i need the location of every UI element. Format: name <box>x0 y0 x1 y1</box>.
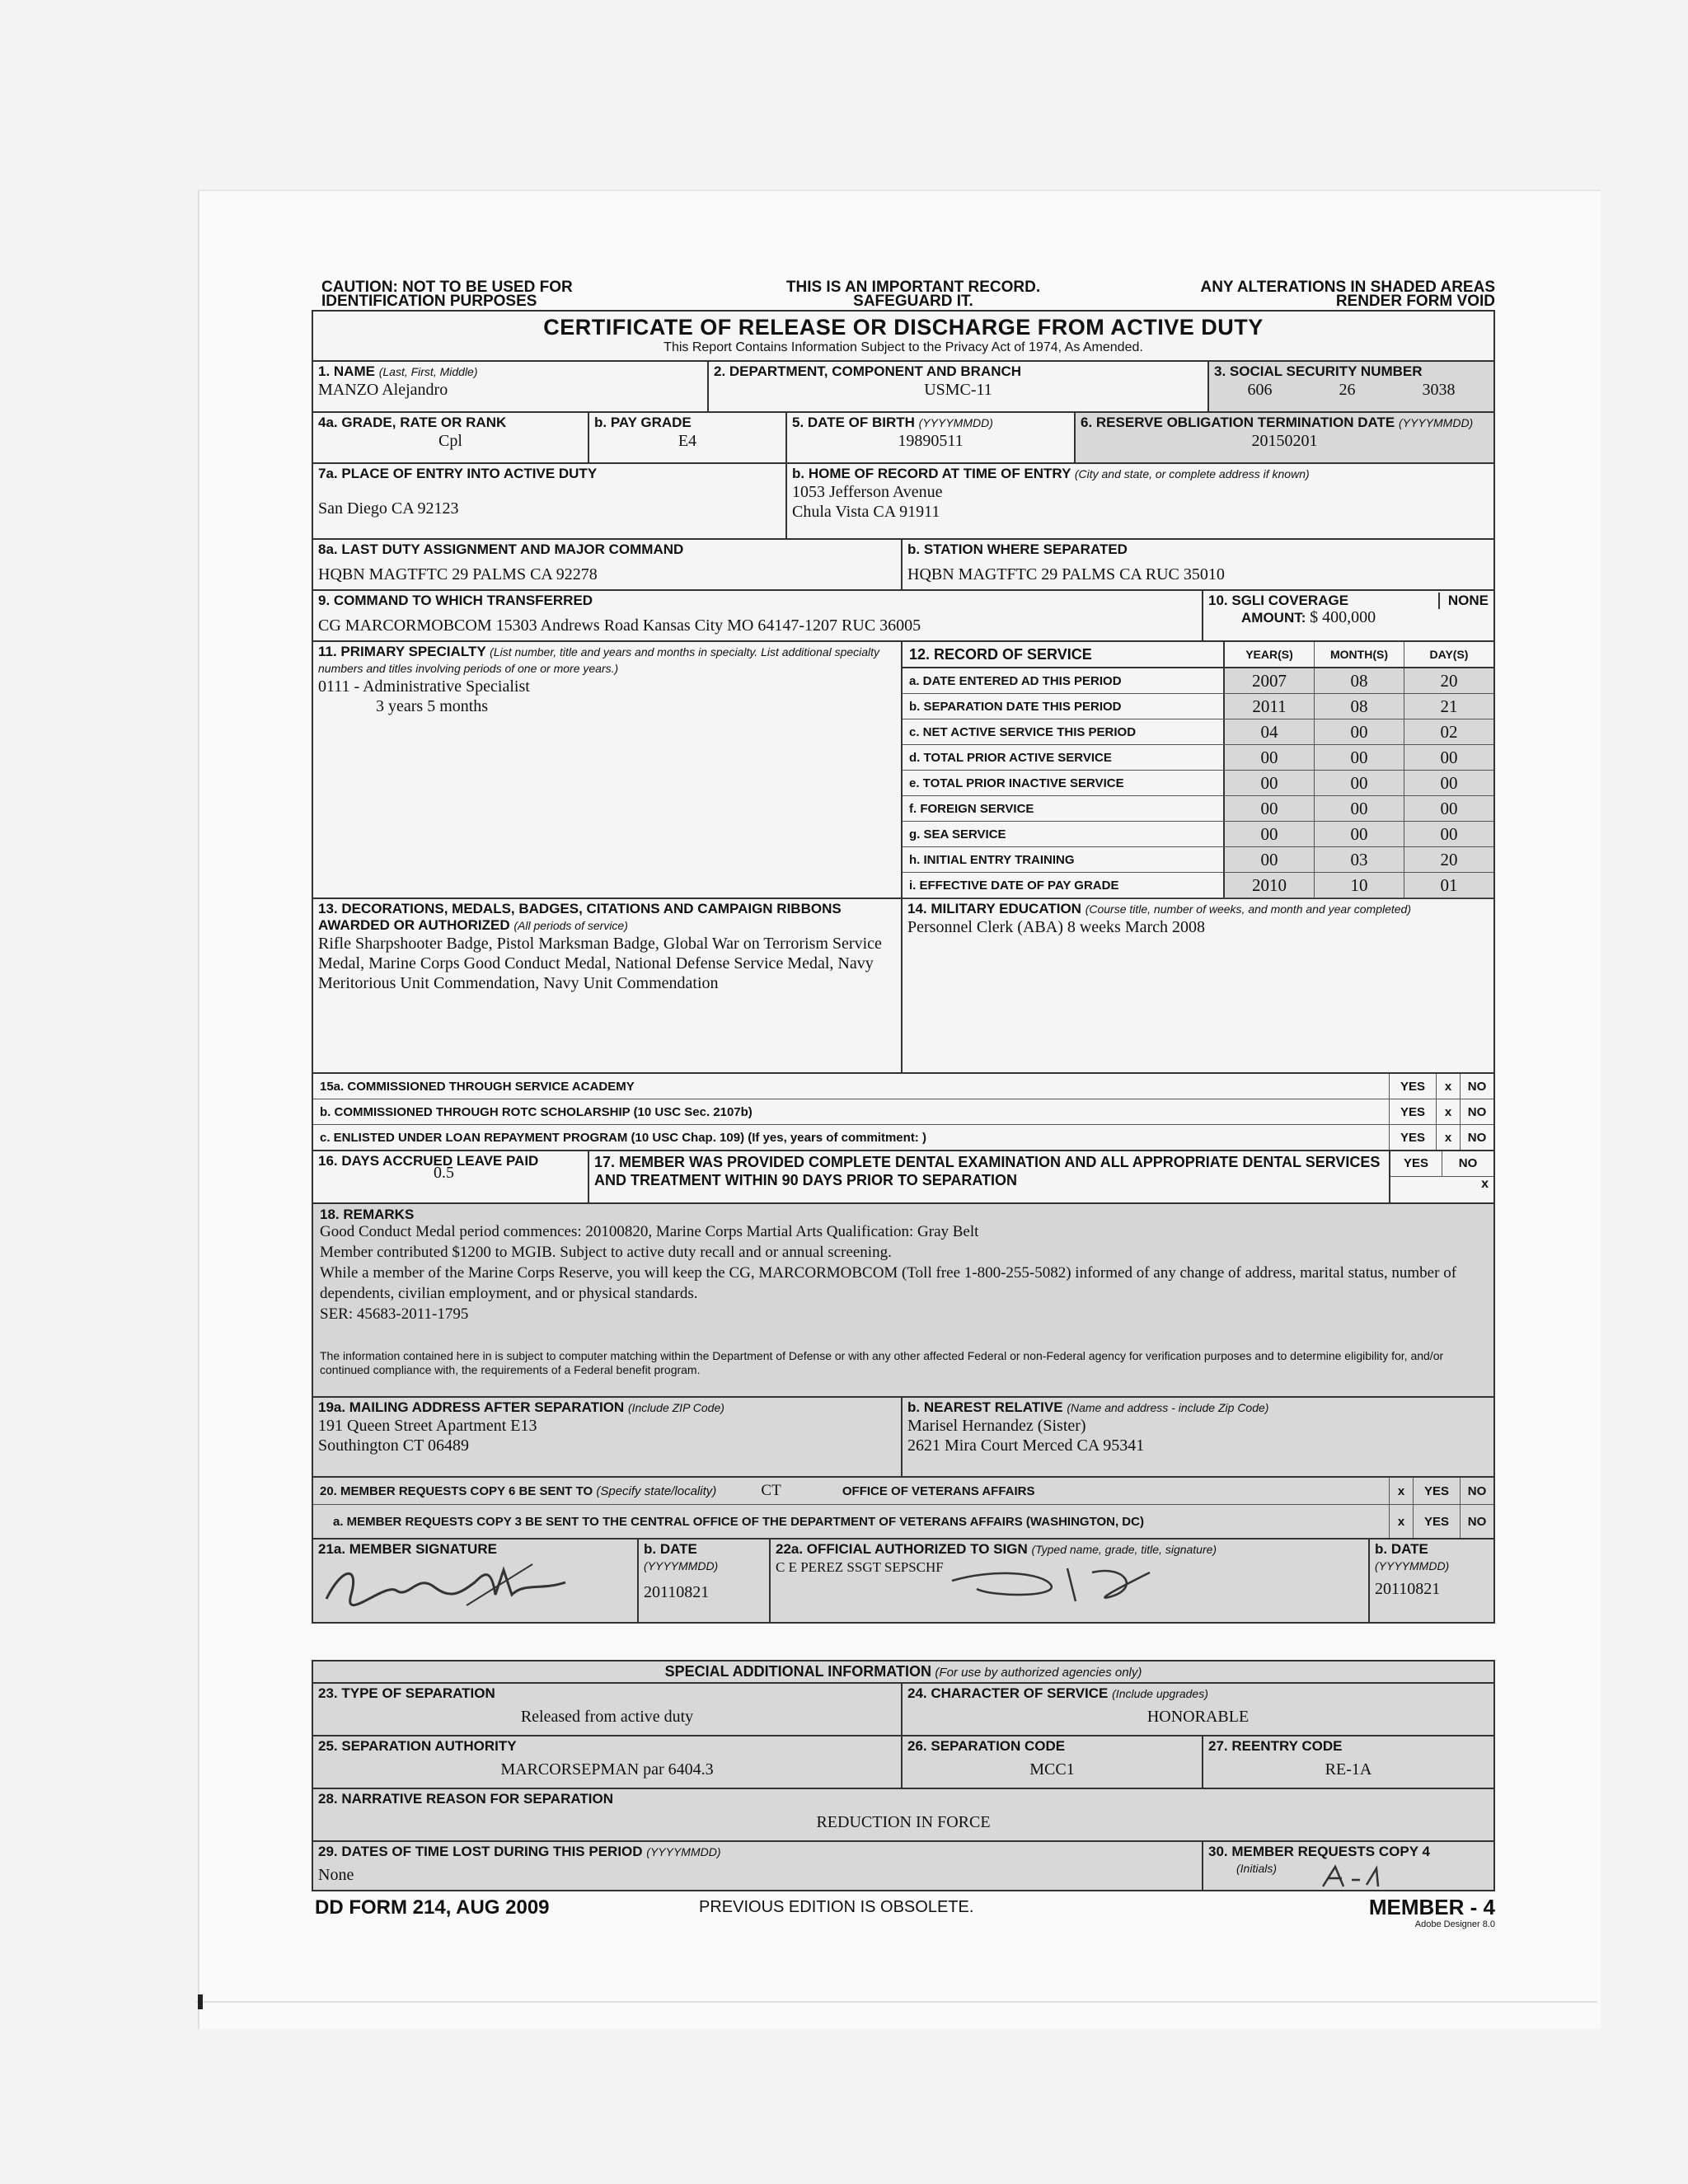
record-of-service-row <box>903 694 1493 719</box>
service-days: 20 <box>1404 847 1493 872</box>
important-record-text: THIS IS AN IMPORTANT RECORD. SAFEGUARD IT. <box>785 279 1041 310</box>
field-official-signature: 22a. OFFICIAL AUTHORIZED TO SIGN (Typed name, grade, title, signature) C E PEREZ SSGT SEPSCHF <box>771 1540 1370 1622</box>
record-of-service-row <box>903 796 1493 822</box>
field-last-duty-assignment: 8a. LAST DUTY ASSIGNMENT AND MAJOR COMMAND HQBN MAGTFTC 29 PALMS CA 92278 <box>313 540 903 589</box>
field-type-of-separation: 23. TYPE OF SEPARATION Released from active duty <box>313 1684 903 1735</box>
service-months: 00 <box>1315 719 1404 744</box>
field-station-separated: b. STATION WHERE SEPARATED HQBN MAGTFTC 29 PALMS CA RUC 35010 <box>907 541 1225 583</box>
service-days: 20 <box>1404 668 1493 693</box>
field-name: 1. NAME (Last, First, Middle) MANZO Alejandro <box>313 362 709 411</box>
field-official-sign-date: b. DATE (YYYYMMDD) 20110821 <box>1375 1541 1450 1598</box>
service-months: 08 <box>1315 694 1404 719</box>
field-reentry-code: 27. REENTRY CODE RE-1A <box>1208 1738 1372 1779</box>
field-home-of-record: b. HOME OF RECORD AT TIME OF ENTRY (City and state, or complete address if known) 1053 Jefferson Avenue Chula Vista CA 91911 <box>792 466 1310 521</box>
row-transfer <box>313 591 1493 642</box>
field-separation-authority: 25. SEPARATION AUTHORITY MARCORSEPMAN par 6404.3 <box>313 1736 903 1788</box>
service-years: 00 <box>1225 745 1315 770</box>
enlisted-loan-repayment: c. ENLISTED UNDER LOAN REPAYMENT PROGRAM (10 USC Chap. 109) (If yes, years of commitment: ) YES x NO <box>313 1125 1493 1150</box>
field-separation-code: 26. SEPARATION CODE MCC1 <box>903 1736 1203 1788</box>
field-sgli-coverage: 10. SGLI COVERAGE NONE AMOUNT: $ 400,000 <box>1208 593 1489 626</box>
field-member-signature: 21a. MEMBER SIGNATURE <box>313 1540 639 1622</box>
row-service-record <box>313 642 1493 899</box>
field-reserve-obligation: 6. RESERVE OBLIGATION TERMINATION DATE (YYYYMMDD) 20150201 <box>1076 413 1493 462</box>
service-days: 02 <box>1404 719 1493 744</box>
remarks-line: Member contributed $1200 to MGIB. Subject to active duty recall and or annual screening. <box>320 1244 892 1261</box>
designer-note: Adobe Designer 8.0 <box>1414 1919 1495 1929</box>
field-date-of-birth: 5. DATE OF BIRTH (YYYYMMDD) 19890511 <box>787 413 1076 462</box>
row-leave-dental <box>313 1151 1493 1204</box>
service-years: 00 <box>1225 847 1315 872</box>
service-years: 04 <box>1225 719 1315 744</box>
copy-designation: MEMBER - 4 <box>1368 1895 1495 1919</box>
service-row-label: b. SEPARATION DATE THIS PERIOD <box>903 694 1225 719</box>
dental-no-mark: x <box>1481 1177 1489 1191</box>
form-number: DD FORM 214, AUG 2009 <box>315 1896 550 1919</box>
ssn-part-1: 606 <box>1247 381 1273 399</box>
copy3-request: a. MEMBER REQUESTS COPY 3 BE SENT TO THE CENTRAL OFFICE OF THE DEPARTMENT OF VETERANS AFFAIRS (WASHINGTON, DC) x YES NO <box>313 1505 1493 1540</box>
form-header <box>312 280 1495 310</box>
record-of-service-row <box>903 847 1493 873</box>
official-signature <box>944 1564 1158 1605</box>
field-military-education: 14. MILITARY EDUCATION (Course title, number of weeks, and month and year completed) Personnel Clerk (ABA) 8 weeks March 2008 <box>907 901 1411 936</box>
commission-service-academy: 15a. COMMISSIONED THROUGH SERVICE ACADEMY YES x NO <box>313 1074 1493 1099</box>
record-of-service-table <box>903 642 1493 898</box>
service-years: 2007 <box>1225 668 1315 693</box>
service-days: 00 <box>1404 771 1493 795</box>
caution-text: CAUTION: NOT TO BE USED FOR IDENTIFICATION PURPOSES <box>321 279 573 310</box>
row-separation-type <box>313 1684 1493 1736</box>
record-of-service-row <box>903 822 1493 847</box>
service-row-label: i. EFFECTIVE DATE OF PAY GRADE <box>903 873 1225 898</box>
service-days: 00 <box>1404 745 1493 770</box>
service-months: 10 <box>1315 873 1404 898</box>
obsolete-notice: PREVIOUS EDITION IS OBSOLETE. <box>699 1898 974 1916</box>
field-dental-exam: 17. MEMBER WAS PROVIDED COMPLETE DENTAL EXAMINATION AND ALL APPROPRIATE DENTAL SERVICES AND TREATMENT WITHIN 90 DAYS PRIOR TO SEPARATION <box>589 1151 1390 1202</box>
field-command-transferred: 9. COMMAND TO WHICH TRANSFERRED CG MARCORMOBCOM 15303 Andrews Road Kansas City MO 64147-1207 RUC 36005 <box>313 591 1203 640</box>
service-days: 21 <box>1404 694 1493 719</box>
form-title-block <box>313 312 1493 362</box>
field-department: 2. DEPARTMENT, COMPONENT AND BRANCH USMC-11 <box>709 362 1209 411</box>
service-months: 08 <box>1315 668 1404 693</box>
alterations-text: ANY ALTERATIONS IN SHADED AREAS RENDER FORM VOID <box>1200 279 1495 310</box>
form-frame <box>312 310 1495 1624</box>
row-entry <box>313 464 1493 540</box>
record-of-service-row <box>903 873 1493 898</box>
ssn-part-3: 3038 <box>1422 381 1456 399</box>
record-of-service-header: 12. RECORD OF SERVICE YEAR(S) MONTH(S) DAY(S) <box>903 642 1493 668</box>
service-months: 00 <box>1315 796 1404 821</box>
service-row-label: h. INITIAL ENTRY TRAINING <box>903 847 1225 872</box>
field-place-of-entry: 7a. PLACE OF ENTRY INTO ACTIVE DUTY San Diego CA 92123 <box>313 464 787 538</box>
page-mark <box>198 1994 203 2009</box>
row-separation-authority <box>313 1736 1493 1789</box>
field-nearest-relative: b. NEAREST RELATIVE (Name and address - include Zip Code) Marisel Hernandez (Sister) 2621 Mira Court Merced CA 95341 <box>907 1399 1269 1455</box>
commission-block <box>313 1074 1493 1151</box>
field-decorations: 13. DECORATIONS, MEDALS, BADGES, CITATIONS AND CAMPAIGN RIBBONS AWARDED OR AUTHORIZED (All periods of service) Rifle Sharpshooter Badge, Pistol Marksman Badge, Global War on Terrorism Service Medal, Marine Corps Good Conduct Medal, National Defense Service Medal, Navy Meritorious Unit Commendation, Navy Unit Commendation <box>313 899 903 1072</box>
service-row-label: f. FOREIGN SERVICE <box>903 796 1225 821</box>
special-info-header: SPECIAL ADDITIONAL INFORMATION (For use by authorized agencies only) <box>313 1661 1493 1684</box>
initials-signature <box>1319 1863 1393 1890</box>
service-days: 01 <box>1404 873 1493 898</box>
form-title: CERTIFICATE OF RELEASE OR DISCHARGE FROM ACTIVE DUTY <box>543 315 1264 340</box>
row-narrative <box>313 1789 1493 1842</box>
service-years: 2010 <box>1225 873 1315 898</box>
field-mailing-address: 19a. MAILING ADDRESS AFTER SEPARATION (Include ZIP Code) 191 Queen Street Apartment E13 Southington CT 06489 <box>313 1398 903 1476</box>
field-accrued-leave: 16. DAYS ACCRUED LEAVE PAID 0.5 <box>313 1151 589 1202</box>
service-years: 00 <box>1225 771 1315 795</box>
field-character-of-service: 24. CHARACTER OF SERVICE (Include upgrades) HONORABLE <box>907 1685 1250 1726</box>
page-edge <box>196 2001 1597 2003</box>
service-days: 00 <box>1404 822 1493 846</box>
row-name <box>313 362 1493 413</box>
form-footer <box>312 1891 1495 1941</box>
field-ssn: 3. SOCIAL SECURITY NUMBER 606 26 3038 <box>1209 362 1493 411</box>
service-row-label: e. TOTAL PRIOR INACTIVE SERVICE <box>903 771 1225 795</box>
row-duty <box>313 540 1493 591</box>
row-time-lost <box>313 1842 1493 1890</box>
field-copy4-request: 30. MEMBER REQUESTS COPY 4 (Initials) <box>1203 1842 1493 1890</box>
service-years: 00 <box>1225 822 1315 846</box>
field-grade: 4a. GRADE, RATE OR RANK Cpl <box>313 413 589 462</box>
privacy-notice: The information contained here in is subject to computer matching within the Department of Defense or with any other affected Federal or non-Federal agency for verification purposes and to determine eligibility for, and/or continued compliance with, the requirements of a Federal benefit program. <box>320 1349 1444 1376</box>
field-member-sign-date: b. DATE (YYYYMMDD) 20110821 <box>639 1540 771 1622</box>
remarks-line: SER: 45683-2011-1795 <box>320 1305 469 1323</box>
record-of-service-row <box>903 771 1493 796</box>
service-days: 00 <box>1404 796 1493 821</box>
service-months: 03 <box>1315 847 1404 872</box>
service-row-label: a. DATE ENTERED AD THIS PERIOD <box>903 668 1225 693</box>
dental-yes-no: YES NO x <box>1390 1151 1493 1202</box>
ssn-part-2: 26 <box>1339 381 1356 399</box>
form-subtitle: This Report Contains Information Subject to the Privacy Act of 1974, As Amended. <box>663 340 1143 354</box>
service-months: 00 <box>1315 745 1404 770</box>
copy6-request: 20. MEMBER REQUESTS COPY 6 BE SENT TO (Specify state/locality) CT OFFICE OF VETERANS AFFAIRS x YES NO <box>313 1478 1493 1505</box>
department-value: USMC-11 <box>924 381 992 399</box>
name-value: MANZO Alejandro <box>318 381 448 399</box>
service-row-label: d. TOTAL PRIOR ACTIVE SERVICE <box>903 745 1225 770</box>
field-remarks: 18. REMARKS Good Conduct Medal period commences: 20100820, Marine Corps Martial Arts Qualification: Gray Belt Member contributed $1200 to MGIB. Subject to active duty recall and or annual screening. While a member of the Marine Corps Reserve, you will keep the CG, MARCORMOBCOM (Toll free 1-800-255-5082) informed of any change of address, marital status, number of dependents, civilian employment, and or physical standards. SER: 45683-2011-1795 The information contained here in is subject to computer matching within the Department of Defense or with any other affected Federal or non-Federal agency for verification purposes and to determine eligibility for, and/or continued compliance with, the requirements of a Federal benefit program. <box>313 1204 1493 1398</box>
member-signature <box>318 1558 631 1607</box>
service-months: 00 <box>1315 771 1404 795</box>
row-signatures <box>313 1540 1493 1622</box>
row-grade <box>313 413 1493 464</box>
field-time-lost: 29. DATES OF TIME LOST DURING THIS PERIOD (YYYYMMDD) None <box>313 1842 1203 1890</box>
service-years: 00 <box>1225 796 1315 821</box>
record-of-service-row <box>903 668 1493 694</box>
dd214-form <box>312 280 1495 1941</box>
service-years: 2011 <box>1225 694 1315 719</box>
field-narrative-reason: 28. NARRATIVE REASON FOR SEPARATION REDUCTION IN FORCE <box>318 1791 991 1831</box>
service-months: 00 <box>1315 822 1404 846</box>
remarks-line: While a member of the Marine Corps Reserve, you will keep the CG, MARCORMOBCOM (Toll free 1-800-255-5082) informed of any change of address, marital status, number of dependents, civilian employment, and or physical standards. <box>320 1264 1457 1302</box>
field-primary-specialty: 11. PRIMARY SPECIALTY (List number, title and years and months in specialty. List additional specialty numbers and titles involving periods of one or more years.) 0111 - Administrative Specialist 3 years 5 months <box>313 642 903 898</box>
commission-rotc: b. COMMISSIONED THROUGH ROTC SCHOLARSHIP (10 USC Sec. 2107b) YES x NO <box>313 1099 1493 1125</box>
row-mailing <box>313 1398 1493 1478</box>
remarks-line: Good Conduct Medal period commences: 20100820, Marine Corps Martial Arts Qualification: Gray Belt <box>320 1223 979 1240</box>
record-of-service-row <box>903 745 1493 771</box>
service-row-label: c. NET ACTIVE SERVICE THIS PERIOD <box>903 719 1225 744</box>
special-info-frame <box>312 1660 1495 1891</box>
service-row-label: g. SEA SERVICE <box>903 822 1225 846</box>
record-of-service-row <box>903 719 1493 745</box>
field-pay-grade: b. PAY GRADE E4 <box>589 413 787 462</box>
row-decorations <box>313 899 1493 1074</box>
